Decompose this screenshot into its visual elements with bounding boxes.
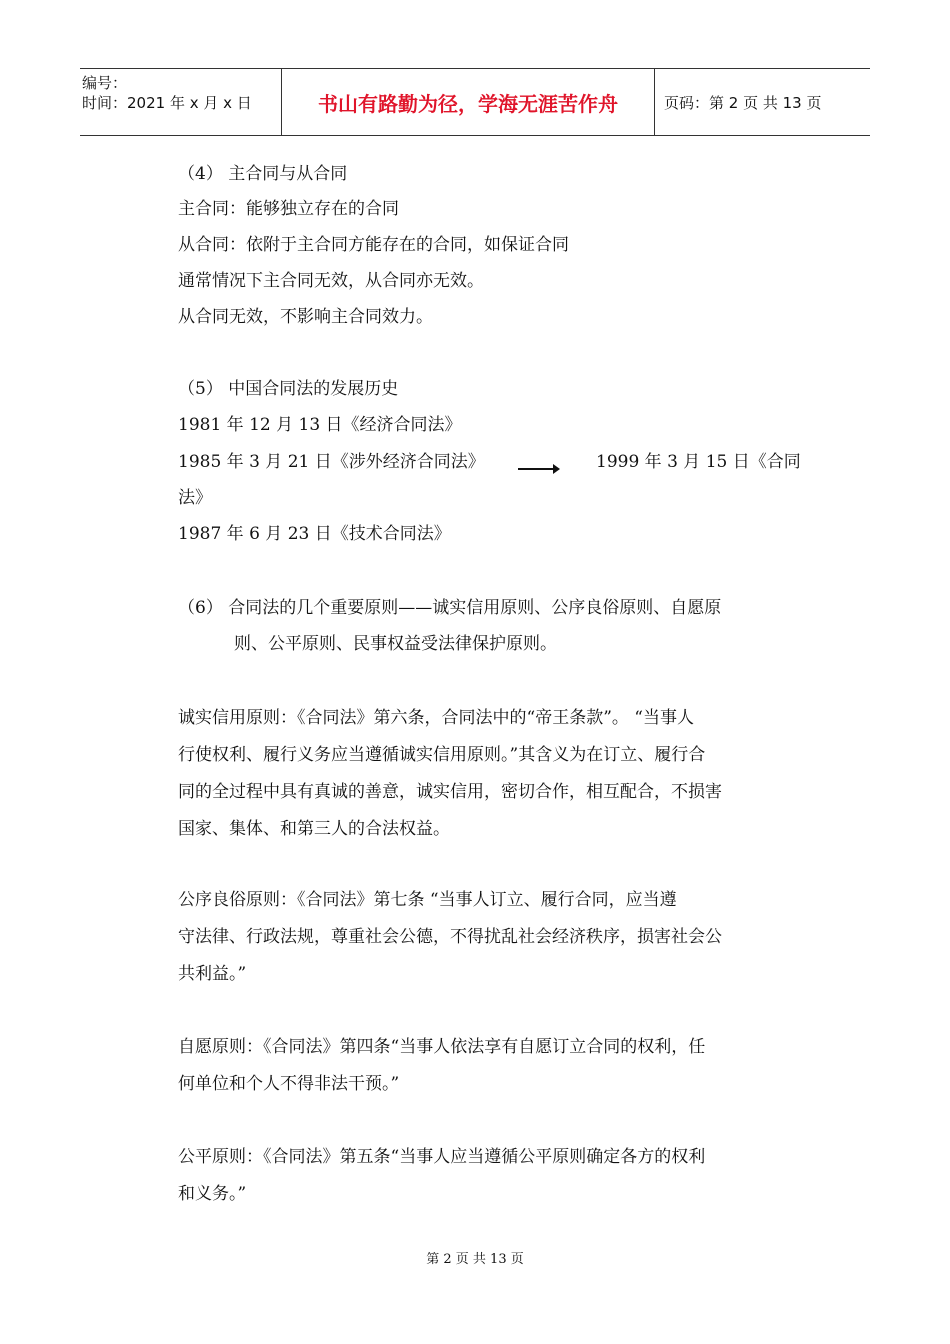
paragraph-line: 国家、集体、和第三人的合法权益。 (178, 819, 450, 839)
paragraph-line: 1999 年 3 月 15 日《合同 (596, 452, 801, 472)
paragraph-line: 则、公平原则、民事权益受法律保护原则。 (234, 634, 557, 654)
arrow-icon (518, 468, 558, 470)
paragraph-line: 1987 年 6 月 23 日《技术合同法》 (178, 524, 451, 544)
paragraph-line: 行使权利、履行义务应当遵循诚实信用原则。”其含义为在订立、履行合 (178, 745, 706, 765)
header-meta (80, 69, 282, 135)
page-footer: 第 2 页 共 13 页 (426, 1252, 524, 1267)
paragraph-line: 公平原则：《合同法》第五条“当事人应当遵循公平原则确定各方的权利 (178, 1147, 706, 1167)
paragraph-line: 和义务。” (178, 1184, 247, 1204)
section-5-title: （5） 中国合同法的发展历史 (178, 379, 399, 399)
paragraph-line: 1981 年 12 月 13 日《经济合同法》 (178, 415, 462, 435)
paragraph-line: 自愿原则：《合同法》第四条“当事人依法享有自愿订立合同的权利，任 (178, 1037, 706, 1057)
header-page-info: 页码：第 2 页 共 13 页 (664, 93, 822, 112)
paragraph-line: 法》 (178, 488, 212, 508)
page-header (80, 68, 870, 136)
number-label: 编号： (82, 74, 128, 92)
paragraph-line: 1985 年 3 月 21 日《涉外经济合同法》 (178, 452, 485, 472)
section-6-title: （6） 合同法的几个重要原则——诚实信用原则、公序良俗原则、自愿原 (178, 598, 722, 618)
paragraph-line: 通常情况下主合同无效，从合同亦无效。 (178, 271, 484, 291)
paragraph-line: 同的全过程中具有真诚的善意，诚实信用，密切合作，相互配合，不损害 (178, 782, 722, 802)
paragraph-line: 共利益。” (178, 964, 247, 984)
paragraph-line: 公序良俗原则：《合同法》第七条 “当事人订立、履行合同，应当遵 (178, 890, 677, 910)
paragraph-line: 诚实信用原则：《合同法》第六条，合同法中的“帝王条款”。 “当事人 (178, 708, 694, 728)
time-label: 时间：2021 年 x 月 x 日 (82, 94, 252, 112)
paragraph-line: 主合同：能够独立存在的合同 (178, 199, 399, 219)
section-4-title: （4） 主合同与从合同 (178, 164, 348, 184)
paragraph-line: 从合同无效，不影响主合同效力。 (178, 307, 433, 327)
header-motto: 书山有路勤为径，学海无涯苦作舟 (282, 69, 655, 135)
paragraph-line: 守法律、行政法规，尊重社会公德，不得扰乱社会经济秩序，损害社会公 (178, 927, 722, 947)
paragraph-line: 从合同：依附于主合同方能存在的合同，如保证合同 (178, 235, 569, 255)
paragraph-line: 何单位和个人不得非法干预。” (178, 1074, 400, 1094)
